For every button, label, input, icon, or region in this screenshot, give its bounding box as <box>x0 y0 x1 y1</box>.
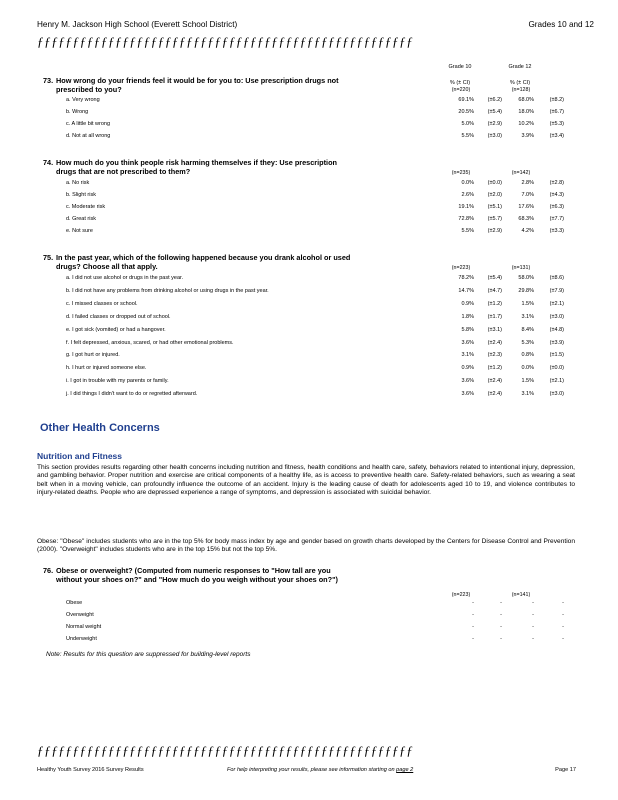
decorative-divider-top: ƒƒƒƒƒƒƒƒƒƒƒƒƒƒƒƒƒƒƒƒƒƒƒƒƒƒƒƒƒƒƒƒƒƒƒƒƒƒƒƒƒƒƒƒƒƒƒƒƒƒƒƒƒ <box>37 34 414 49</box>
question-text: Obese or overweight? (Computed from numeric responses to "How tall are you without your shoes on?" and "How much do you weigh without your shoes on?") <box>56 566 338 584</box>
grade12-ci: - <box>562 612 564 618</box>
grade10-ci: (±5.4) <box>487 275 502 281</box>
grade10-ci: - <box>500 636 502 642</box>
grade12-ci: (±6.7) <box>549 109 564 115</box>
grade10-ci: (±2.3) <box>487 352 502 359</box>
response-label: i. I got in trouble with my parents or family. <box>66 378 169 385</box>
grade10-ci: (±3.1) <box>487 326 502 333</box>
grade10-ci: (±2.9) <box>487 228 502 234</box>
response-row <box>66 180 566 191</box>
survey-name: Healthy Youth Survey 2016 Survey Results <box>37 767 144 773</box>
grade12-ci: - <box>562 624 564 630</box>
grade10-percent: 3.6% <box>461 391 474 398</box>
grade10-ci: - <box>500 612 502 618</box>
question-75 <box>43 253 356 271</box>
grade12-percent: 1.5% <box>521 378 534 385</box>
response-label: d. I failed classes or dropped out of school. <box>66 313 171 320</box>
grade10-ci: (±1.2) <box>487 365 502 372</box>
page-number: Page 17 <box>555 767 576 773</box>
grade10-ci: (±4.7) <box>487 287 502 294</box>
page-footer <box>37 767 576 773</box>
question-76 <box>43 566 356 584</box>
response-row <box>66 365 566 376</box>
section-title: Other Health Concerns <box>40 422 160 434</box>
grade10-ci: (±2.4) <box>487 339 502 346</box>
grade10-ci: (±5.7) <box>487 216 502 222</box>
grade10-percent: 1.8% <box>461 313 474 320</box>
grade10-ci: (±3.0) <box>487 133 502 139</box>
response-row <box>66 612 566 623</box>
grade12-ci: (±2.1) <box>549 378 564 385</box>
page-header <box>37 20 594 29</box>
obese-definition-paragraph: Obese: "Obese" includes students who are in the top 5% for body mass index by age and gender based on growth charts developed by the Centers for Disease Control and Prevention (2000). "Overweight" includes students who are in the top 15% but not the top 5%. <box>37 538 575 554</box>
page-2-link[interactable]: page 2 <box>396 767 414 773</box>
grade12-ci: (±8.6) <box>549 275 564 281</box>
grade10-ci: - <box>500 624 502 630</box>
response-row <box>66 97 566 108</box>
n-grade12: (n=131) <box>511 265 531 271</box>
grade12-percent: 68.0% <box>518 97 534 103</box>
response-row <box>66 109 566 120</box>
grade12-percent: 3.1% <box>521 391 534 398</box>
grade10-percent: 5.5% <box>461 133 474 139</box>
grade12-ci: (±3.3) <box>549 228 564 234</box>
grade10-percent: 14.7% <box>458 287 474 294</box>
response-label: b. Wrong <box>66 109 89 115</box>
response-row <box>66 624 566 635</box>
grade12-ci: (±8.2) <box>549 97 564 103</box>
grade10-ci: (±1.2) <box>487 300 502 307</box>
grade12-percent: 0.8% <box>521 352 534 359</box>
grade12-ci: (±0.0) <box>549 365 564 372</box>
grade12-ci: (±6.3) <box>549 204 564 210</box>
response-row <box>66 314 566 325</box>
response-row <box>66 192 566 203</box>
column-header-grade10: Grade 10 <box>448 64 472 70</box>
grade12-percent: 0.0% <box>521 365 534 372</box>
grade10-percent: 3.6% <box>461 339 474 346</box>
question-73 <box>43 76 356 94</box>
school-name: Henry M. Jackson High School (Everett School District) <box>37 20 238 29</box>
intro-paragraph: This section provides results regarding other health concerns including nutrition and fitness, health conditions and health care, safety, behaviors related to intentional injury, depression, and gambling behavior. Proper nutrition and exercise are critical components of a healthy life, as is access to preventive health care. Safety-related behaviors, such as wearing a seat belt when in a moving vehicle, can profoundly influence the outcome of an accident. Injury is the leading cause of death for adolescents aged 10 to 19, and violence contributes to injury-related deaths. People who are depressed experience a range of symptoms, and depression is associated with suicidal behavior. <box>37 464 575 496</box>
grade10-ci: (±2.4) <box>487 378 502 385</box>
grade10-percent: - <box>472 636 474 642</box>
response-label: c. I missed classes or school. <box>66 300 138 307</box>
response-label: Normal weight <box>66 624 102 630</box>
grade10-percent: 69.1% <box>458 97 474 103</box>
response-row <box>66 121 566 132</box>
response-row <box>66 378 566 389</box>
n-grade12: (n=141) <box>511 592 531 598</box>
grade12-percent: 3.1% <box>521 313 534 320</box>
response-label: a. Very wrong <box>66 97 100 103</box>
grade10-percent: 78.2% <box>458 275 474 281</box>
response-label: e. I got sick (vomited) or had a hangover. <box>66 326 166 333</box>
question-text: In the past year, which of the following happened because you drank alcohol or used drugs? Choose all that apply. <box>56 253 351 271</box>
grade10-percent: 5.5% <box>461 228 474 234</box>
response-label: a. No risk <box>66 180 90 186</box>
response-row <box>66 391 566 402</box>
grade12-percent: 18.0% <box>518 109 534 115</box>
grade10-ci: (±2.9) <box>487 121 502 127</box>
grade12-percent: - <box>532 600 534 606</box>
grade10-percent: 5.0% <box>461 121 474 127</box>
response-label: c. Moderate risk <box>66 204 106 210</box>
response-label: f. I felt depressed, anxious, scared, or had other emotional problems. <box>66 339 234 346</box>
grade10-ci: (±5.4) <box>487 109 502 115</box>
question-number: 73. <box>43 76 54 85</box>
response-label: h. I hurt or injured someone else. <box>66 365 147 372</box>
response-label: Overweight <box>66 612 94 618</box>
grade12-percent: 1.5% <box>521 300 534 307</box>
grade10-percent: 3.1% <box>461 352 474 359</box>
grade12-percent: 10.2% <box>518 121 534 127</box>
suppression-note: Note: Results for this question are suppressed for building-level reports <box>46 651 251 658</box>
response-label: a. I did not use alcohol or drugs in the past year. <box>66 275 184 281</box>
grade10-percent: - <box>472 624 474 630</box>
response-label: Obese <box>66 600 83 606</box>
grade10-percent: 2.6% <box>461 192 474 198</box>
grade12-percent: - <box>532 624 534 630</box>
grade10-percent: 0.9% <box>461 365 474 372</box>
response-label: Underweight <box>66 636 97 642</box>
n-grade10: (n=235) <box>451 170 471 176</box>
grade10-ci: (±1.7) <box>487 313 502 320</box>
grade10-ci: (±0.0) <box>487 180 502 186</box>
response-label: b. Slight risk <box>66 192 96 198</box>
response-row <box>66 288 566 299</box>
response-row <box>66 600 566 611</box>
response-row <box>66 636 566 647</box>
response-label: b. I did not have any problems from drinking alcohol or using drugs in the past year. <box>66 287 269 294</box>
response-label: j. I did things I didn't want to do or regretted afterward. <box>66 391 198 398</box>
grade10-percent: 72.8% <box>458 216 474 222</box>
grade10-percent: 5.8% <box>461 326 474 333</box>
response-row <box>66 352 566 363</box>
subsection-title: Nutrition and Fitness <box>37 451 122 461</box>
grade12-percent: 17.6% <box>518 204 534 210</box>
grade12-ci: - <box>562 600 564 606</box>
grade12-percent: 3.9% <box>521 133 534 139</box>
question-74 <box>43 158 356 176</box>
question-number: 75. <box>43 253 54 262</box>
n-grade10: (n=223) <box>451 265 471 271</box>
grade12-ci: (±2.8) <box>549 180 564 186</box>
grades-label: Grades 10 and 12 <box>528 20 594 29</box>
grade12-ci: (±2.1) <box>549 300 564 307</box>
n-grade10: (n=220) <box>451 87 471 93</box>
grade10-percent: 19.1% <box>458 204 474 210</box>
pct-label-grade10: % (± CI) <box>449 80 471 86</box>
grade10-percent: 3.6% <box>461 378 474 385</box>
response-row <box>66 275 566 286</box>
grade12-ci: (±3.0) <box>549 391 564 398</box>
question-number: 76. <box>43 566 54 575</box>
grade10-percent: - <box>472 612 474 618</box>
response-row <box>66 340 566 351</box>
grade12-percent: - <box>532 612 534 618</box>
n-grade12: (n=128) <box>511 87 531 93</box>
grade12-percent: - <box>532 636 534 642</box>
grade12-percent: 58.0% <box>518 275 534 281</box>
response-row <box>66 301 566 312</box>
grade12-percent: 7.0% <box>521 192 534 198</box>
grade12-ci: (±1.5) <box>549 352 564 359</box>
grade12-ci: - <box>562 636 564 642</box>
grade12-ci: (±7.9) <box>549 287 564 294</box>
help-text: For help interpreting your results, please see information starting on <box>227 767 395 773</box>
n-grade12: (n=142) <box>511 170 531 176</box>
grade12-ci: (±3.9) <box>549 339 564 346</box>
response-label: c. A little bit wrong <box>66 121 111 127</box>
grade12-ci: (±7.7) <box>549 216 564 222</box>
response-label: d. Great risk <box>66 216 96 222</box>
response-row <box>66 204 566 215</box>
grade12-percent: 5.3% <box>521 339 534 346</box>
response-row <box>66 216 566 227</box>
grade12-percent: 8.4% <box>521 326 534 333</box>
grade12-ci: (±4.8) <box>549 326 564 333</box>
grade12-percent: 29.8% <box>518 287 534 294</box>
grade12-percent: 4.2% <box>521 228 534 234</box>
response-row <box>66 133 566 144</box>
grade10-percent: 0.9% <box>461 300 474 307</box>
response-label: g. I got hurt or injured. <box>66 352 120 359</box>
question-number: 74. <box>43 158 54 167</box>
column-header-grade12: Grade 12 <box>508 64 532 70</box>
grade10-percent: 0.0% <box>461 180 474 186</box>
decorative-divider-bottom: ƒƒƒƒƒƒƒƒƒƒƒƒƒƒƒƒƒƒƒƒƒƒƒƒƒƒƒƒƒƒƒƒƒƒƒƒƒƒƒƒƒƒƒƒƒƒƒƒƒƒƒƒƒ <box>37 743 414 758</box>
grade10-ci: - <box>500 600 502 606</box>
question-text: How much do you think people risk harming themselves if they: Use prescription drugs that are not prescribed to them? <box>56 158 337 176</box>
grade10-ci: (±2.4) <box>487 391 502 398</box>
grade10-ci: (±5.1) <box>487 204 502 210</box>
grade10-ci: (±2.0) <box>487 192 502 198</box>
pct-label-grade12: % (± CI) <box>509 80 531 86</box>
question-text: How wrong do your friends feel it would be for you to: Use prescription drugs not prescribed to you? <box>56 76 339 94</box>
help-note <box>227 767 413 773</box>
grade12-ci: (±5.3) <box>549 121 564 127</box>
grade12-percent: 2.8% <box>521 180 534 186</box>
grade10-ci: (±6.2) <box>487 97 502 103</box>
grade12-percent: 68.3% <box>518 216 534 222</box>
grade12-ci: (±4.3) <box>549 192 564 198</box>
response-label: d. Not at all wrong <box>66 133 111 139</box>
response-label: e. Not sure <box>66 228 93 234</box>
grade12-ci: (±3.4) <box>549 133 564 139</box>
grade10-percent: 20.5% <box>458 109 474 115</box>
n-grade10: (n=223) <box>451 592 471 598</box>
grade10-percent: - <box>472 600 474 606</box>
grade12-ci: (±3.0) <box>549 313 564 320</box>
response-row <box>66 327 566 338</box>
response-row <box>66 228 566 239</box>
